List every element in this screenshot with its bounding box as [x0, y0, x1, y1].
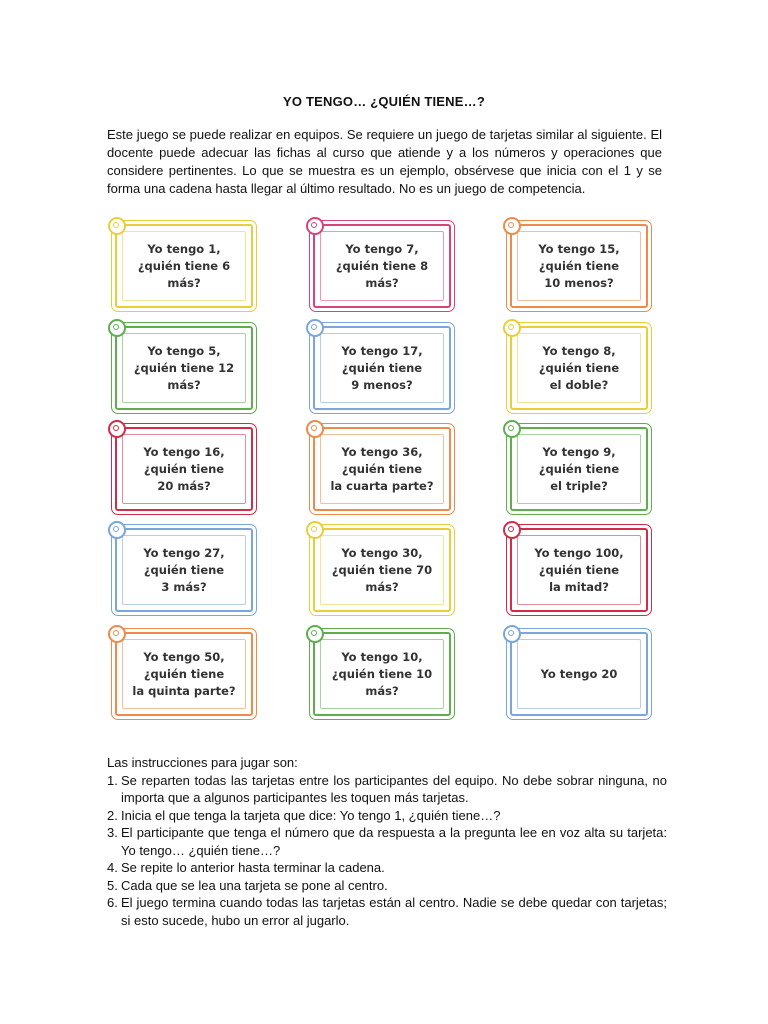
card-text: Yo tengo 7, ¿quién tiene 8 más?: [335, 241, 429, 290]
card-text: Yo tengo 30, ¿quién tiene 70 más?: [331, 545, 433, 594]
card-swirl-ornament: [306, 521, 324, 539]
instruction-item: [107, 824, 667, 859]
card-text: Yo tengo 100, ¿quién tiene la mitad?: [534, 545, 624, 594]
game-card: [510, 528, 648, 612]
instruction-number: 1.: [107, 772, 118, 788]
card-text: Yo tengo 50, ¿quién tiene la quinta parte?: [132, 649, 236, 698]
card-swirl-ornament: [306, 319, 324, 337]
game-card: [313, 224, 451, 308]
instruction-item: [107, 807, 667, 825]
game-card: [115, 427, 253, 511]
card-swirl-ornament: [503, 319, 521, 337]
game-card: [115, 528, 253, 612]
card-swirl-ornament: [306, 217, 324, 235]
card-swirl-ornament: [108, 319, 126, 337]
game-card: [313, 632, 451, 716]
card-text: Yo tengo 9, ¿quién tiene el triple?: [538, 444, 620, 493]
game-card: [510, 632, 648, 716]
game-card: [510, 326, 648, 410]
card-text: Yo tengo 15, ¿quién tiene 10 menos?: [538, 241, 620, 290]
card-swirl-ornament: [108, 420, 126, 438]
instruction-number: 2.: [107, 807, 118, 823]
instruction-text: Se reparten todas las tarjetas entre los participantes del equipo. No debe sobrar ninguna, no importa que a algunos participantes les toquen más tarjetas.: [121, 772, 667, 805]
instruction-item: [107, 894, 667, 929]
instruction-number: 3.: [107, 825, 118, 840]
instruction-item: [107, 772, 667, 807]
card-text: Yo tengo 20: [540, 666, 618, 681]
card-text: Yo tengo 36, ¿quién tiene la cuarta parte?: [330, 444, 434, 493]
instruction-text: Cada que se lea una tarjeta se pone al centro.: [121, 877, 388, 893]
card-swirl-ornament: [306, 625, 324, 643]
game-card: [115, 224, 253, 308]
card-text: Yo tengo 27, ¿quién tiene 3 más?: [143, 545, 225, 594]
card-text: Yo tengo 16, ¿quién tiene 20 más?: [143, 444, 225, 493]
card-text: Yo tengo 8, ¿quién tiene el doble?: [538, 343, 620, 392]
card-text: Yo tengo 10, ¿quién tiene 10 más?: [331, 649, 433, 698]
game-card: [313, 427, 451, 511]
instructions-list: [107, 772, 667, 930]
game-card: [115, 326, 253, 410]
card-swirl-ornament: [306, 420, 324, 438]
card-swirl-ornament: [108, 625, 126, 643]
instruction-item: [107, 859, 667, 877]
instruction-text: Inicia el que tenga la tarjeta que dice: Yo tengo 1, ¿quién tiene…?: [121, 807, 501, 823]
game-card: [313, 528, 451, 612]
instruction-number: 4.: [107, 860, 118, 875]
instruction-text: El participante que tenga el número que da respuesta a la pregunta lee en voz alta su tarjeta: Yo tengo… ¿quién tiene…?: [121, 825, 667, 858]
instruction-item: [107, 877, 667, 895]
instruction-number: 6.: [107, 895, 118, 910]
intro-paragraph: Este juego se puede realizar en equipos. Se requiere un juego de tarjetas similar al siguiente. El docente puede adecuar las fichas al curso que atiende y a los números y operaciones que considere pertinentes. Lo que se muestra es un ejemplo, obsérvese que inicia con el 1 y se forma una cadena hasta llegar al último resultado. No es un juego de competencia.: [107, 127, 662, 196]
card-swirl-ornament: [108, 217, 126, 235]
game-card: [313, 326, 451, 410]
card-swirl-ornament: [503, 217, 521, 235]
instructions-heading: Las instrucciones para jugar son:: [107, 755, 298, 770]
game-card: [510, 224, 648, 308]
card-swirl-ornament: [503, 521, 521, 539]
card-text: Yo tengo 5, ¿quién tiene 12 más?: [133, 343, 235, 392]
instruction-text: Se repite lo anterior hasta terminar la cadena.: [121, 860, 385, 875]
game-card: [115, 632, 253, 716]
instructions-section: [107, 754, 667, 929]
card-swirl-ornament: [503, 420, 521, 438]
card-swirl-ornament: [108, 521, 126, 539]
game-card: [510, 427, 648, 511]
page-title: YO TENGO… ¿QUIÉN TIENE…?: [283, 94, 485, 109]
instruction-number: 5.: [107, 877, 118, 893]
card-text: Yo tengo 17, ¿quién tiene 9 menos?: [341, 343, 423, 392]
instruction-text: El juego termina cuando todas las tarjetas están al centro. Nadie se debe quedar con tarjetas; si esto sucede, hubo un error al jugarlo.: [121, 895, 667, 928]
card-grid: [113, 220, 653, 725]
card-text: Yo tengo 1, ¿quién tiene 6 más?: [137, 241, 231, 290]
card-swirl-ornament: [503, 625, 521, 643]
